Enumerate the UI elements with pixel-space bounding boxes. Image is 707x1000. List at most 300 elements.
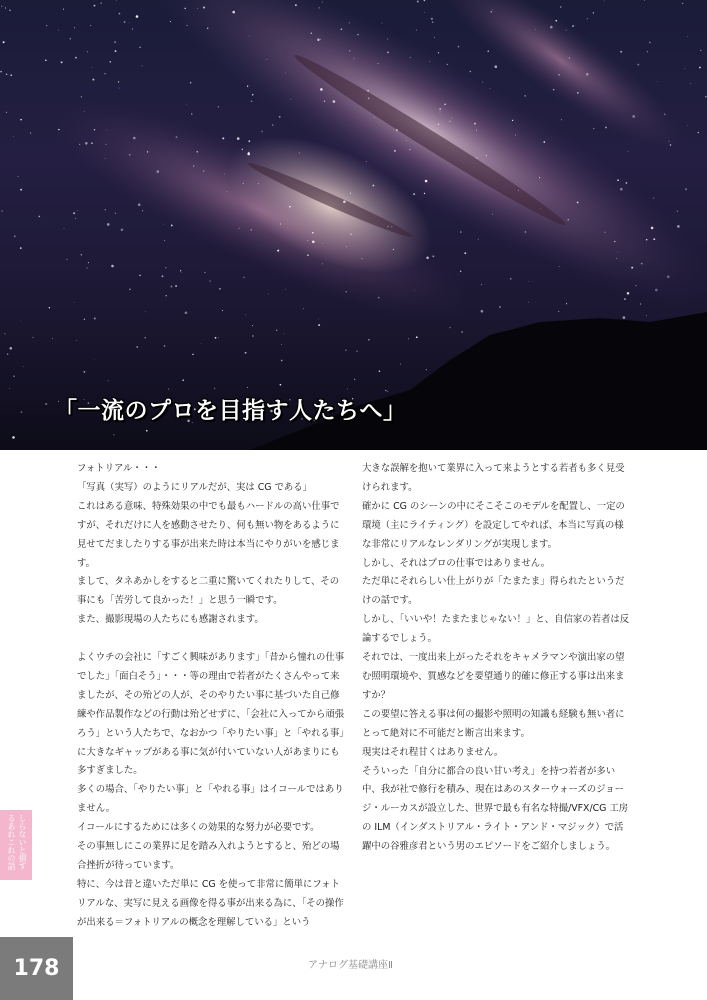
paragraph: しかし、「いいや！たまたまじゃない！」と、自信家の若者は反論するでしょう。 xyxy=(362,614,630,645)
star xyxy=(266,59,267,60)
star xyxy=(307,254,309,256)
star xyxy=(92,79,94,81)
section-side-tab: しらないと損するあれこれの話 xyxy=(0,810,32,880)
star xyxy=(203,170,204,171)
star xyxy=(181,272,182,273)
star xyxy=(20,119,22,121)
star xyxy=(136,346,138,348)
star xyxy=(129,288,131,290)
star xyxy=(38,216,40,218)
star xyxy=(32,337,33,338)
star xyxy=(461,331,462,332)
star xyxy=(682,3,683,4)
star xyxy=(124,21,126,23)
star xyxy=(387,52,389,54)
star xyxy=(4,333,5,334)
paragraph: 特に、今は昔と違いただ単に CG を使って非常に簡単にフォトリアルな、実写に見える画像を得る事が出来る為に、「その操作が出来る＝フォトリアルの概念を理解している」という xyxy=(77,878,344,928)
star xyxy=(9,388,10,389)
star xyxy=(94,129,95,130)
star xyxy=(440,112,441,113)
star xyxy=(157,170,160,173)
star xyxy=(449,327,451,329)
star xyxy=(464,252,466,254)
paragraph: ただ単にそれらしい仕上がりが「たまたま」得られたというだけの話です。 xyxy=(362,576,625,607)
star xyxy=(687,36,688,37)
star xyxy=(222,310,223,311)
star xyxy=(555,20,557,22)
star xyxy=(64,228,65,229)
star xyxy=(685,188,687,190)
star xyxy=(162,275,164,277)
star xyxy=(170,21,171,22)
star xyxy=(311,33,312,34)
star xyxy=(108,380,109,381)
night-sky-photo xyxy=(0,0,707,450)
star xyxy=(299,152,300,153)
paragraph: 大きな誤解を抱いて業界に入って来ようとする若者も多く見受けられます。 xyxy=(362,463,625,493)
star xyxy=(90,25,91,26)
star xyxy=(52,338,53,339)
star xyxy=(6,112,7,113)
star xyxy=(268,294,269,295)
star xyxy=(346,246,347,247)
star xyxy=(79,144,80,145)
star xyxy=(617,179,619,181)
star xyxy=(61,61,63,63)
star xyxy=(87,51,88,52)
star xyxy=(700,50,701,51)
star xyxy=(368,97,370,99)
star xyxy=(85,142,88,145)
star xyxy=(525,231,526,232)
star xyxy=(482,82,483,83)
star xyxy=(1,210,2,211)
star xyxy=(492,214,493,215)
star xyxy=(258,183,259,184)
star xyxy=(668,141,669,142)
star xyxy=(424,193,425,194)
star xyxy=(312,241,315,244)
star xyxy=(387,39,388,40)
star xyxy=(145,337,146,338)
star xyxy=(289,206,291,208)
star xyxy=(458,46,460,48)
star xyxy=(550,26,553,29)
page-title: 「一流のプロを目指す人たちへ」 xyxy=(54,398,407,424)
star xyxy=(186,104,187,105)
star xyxy=(620,51,622,53)
star xyxy=(393,249,394,250)
star xyxy=(281,344,282,345)
star xyxy=(488,51,489,52)
star xyxy=(6,74,7,75)
star xyxy=(391,226,392,227)
star xyxy=(470,71,471,72)
star xyxy=(232,11,235,14)
star xyxy=(252,325,253,326)
star xyxy=(7,353,9,355)
star xyxy=(12,436,15,439)
star xyxy=(245,314,246,315)
star xyxy=(434,37,435,38)
star xyxy=(677,225,680,228)
book-title-footer: アナログ基礎講座Ⅱ xyxy=(308,960,393,971)
star xyxy=(30,133,31,134)
star xyxy=(664,113,666,115)
star xyxy=(136,15,139,18)
star xyxy=(100,2,101,3)
star xyxy=(113,434,114,435)
star xyxy=(317,38,320,41)
star xyxy=(165,267,166,268)
star xyxy=(290,99,291,100)
star xyxy=(684,68,685,69)
star xyxy=(272,124,274,126)
star xyxy=(251,100,253,102)
star xyxy=(182,379,184,381)
star xyxy=(106,130,107,131)
star xyxy=(14,235,16,237)
star xyxy=(320,39,321,40)
star xyxy=(243,183,244,184)
star xyxy=(357,34,358,35)
star xyxy=(637,64,639,66)
star xyxy=(349,22,350,23)
star xyxy=(285,289,286,290)
paragraph: イコールにするためには多くの効果的な努力が必要です。 xyxy=(77,822,320,834)
star xyxy=(476,158,477,159)
star xyxy=(46,25,47,26)
star xyxy=(572,25,574,27)
star xyxy=(190,82,192,84)
star xyxy=(75,57,77,59)
star xyxy=(13,136,14,137)
star xyxy=(449,121,450,122)
star xyxy=(577,201,579,203)
star xyxy=(281,360,283,362)
star xyxy=(687,125,688,126)
star xyxy=(410,57,411,58)
star xyxy=(252,335,253,336)
star xyxy=(614,241,615,242)
star xyxy=(13,375,15,377)
star xyxy=(414,290,415,291)
star xyxy=(222,137,224,139)
star xyxy=(192,354,193,355)
star xyxy=(164,240,165,241)
star xyxy=(219,288,221,290)
star xyxy=(651,227,654,230)
star xyxy=(168,389,169,390)
star xyxy=(409,149,410,150)
star xyxy=(524,95,525,96)
star xyxy=(280,223,281,224)
star xyxy=(94,359,95,360)
star xyxy=(624,298,626,300)
star xyxy=(558,74,559,75)
star xyxy=(632,115,635,118)
star xyxy=(566,30,567,31)
star xyxy=(176,136,178,138)
star xyxy=(539,177,540,178)
star xyxy=(518,190,519,191)
star xyxy=(394,150,396,152)
star xyxy=(350,192,351,193)
star xyxy=(528,302,529,303)
star xyxy=(406,140,407,141)
milky-way-image xyxy=(0,0,707,450)
star xyxy=(20,247,22,249)
star xyxy=(319,7,320,8)
star xyxy=(341,258,342,259)
star xyxy=(84,319,85,320)
star xyxy=(276,330,277,331)
star xyxy=(133,137,136,140)
star xyxy=(432,21,434,23)
star xyxy=(431,18,433,20)
star xyxy=(73,212,75,214)
star xyxy=(121,229,124,232)
star xyxy=(277,250,279,252)
star xyxy=(248,140,250,142)
star xyxy=(438,123,440,125)
star xyxy=(106,144,107,145)
star xyxy=(10,347,13,350)
star xyxy=(247,86,248,87)
star xyxy=(45,59,47,61)
star xyxy=(499,306,501,308)
star xyxy=(110,61,112,63)
paragraph: これはある意味、特殊効果の中でも最もハードルの高い仕事ですが、それだけに人を感動させたり、何も無い物をあるように見せてだましたりする事が出来た時は本当にやりがいを感じます。 xyxy=(77,500,340,569)
star xyxy=(372,185,374,187)
star xyxy=(193,165,194,166)
star xyxy=(510,278,512,280)
star xyxy=(250,229,252,231)
star xyxy=(23,366,24,367)
star xyxy=(322,2,323,3)
star xyxy=(345,349,346,350)
star xyxy=(540,209,541,210)
star xyxy=(698,132,700,134)
star xyxy=(657,81,658,82)
star xyxy=(593,128,594,129)
star xyxy=(627,292,630,295)
star xyxy=(587,18,588,19)
star xyxy=(460,231,462,233)
star xyxy=(279,116,281,118)
star xyxy=(492,9,493,10)
star xyxy=(141,65,142,66)
star xyxy=(94,5,96,7)
star xyxy=(490,11,492,13)
star xyxy=(452,118,453,119)
star xyxy=(9,10,10,11)
star xyxy=(569,57,570,58)
star xyxy=(175,285,177,287)
star xyxy=(605,232,606,233)
star xyxy=(347,389,348,390)
star xyxy=(187,25,188,26)
star xyxy=(142,210,143,211)
star xyxy=(425,180,428,183)
star xyxy=(163,224,164,225)
star xyxy=(367,90,369,92)
star xyxy=(209,280,211,282)
star xyxy=(447,64,448,65)
star xyxy=(438,52,439,53)
star xyxy=(377,63,378,64)
star xyxy=(249,36,250,37)
star xyxy=(387,226,389,228)
star xyxy=(242,149,243,150)
star xyxy=(74,27,75,28)
star xyxy=(512,120,513,121)
star xyxy=(261,131,262,132)
star xyxy=(10,74,12,76)
star xyxy=(92,67,93,68)
star xyxy=(626,182,628,184)
star xyxy=(245,352,247,354)
star xyxy=(368,339,370,341)
star xyxy=(81,96,82,97)
star xyxy=(170,286,172,288)
star xyxy=(374,117,375,118)
paragraph: 「写真（実写）のようにリアルだが、実は CG である」 xyxy=(77,481,313,493)
star xyxy=(574,25,575,26)
star xyxy=(560,6,561,7)
star xyxy=(84,371,86,373)
star xyxy=(322,243,323,244)
star xyxy=(20,189,22,191)
star xyxy=(333,100,336,103)
paragraph: まして、タネあかしをすると二重に驚いてくれたりして、その事にも「苦労して良かった！」と思う一瞬です。 xyxy=(77,576,340,607)
paragraph: 多くの場合、「やりたい事」と「やれる事」はイコールではありません。 xyxy=(77,784,344,815)
paragraph: この要望に答える事は何の撮影や照明の知識も経験も無い者にとって絶対に不可能だと断言出来ます。 xyxy=(362,708,625,739)
star xyxy=(481,310,484,313)
star xyxy=(649,42,651,44)
star xyxy=(280,384,282,386)
star xyxy=(114,41,116,43)
star xyxy=(203,7,205,9)
star xyxy=(623,316,626,319)
star xyxy=(646,315,647,316)
star xyxy=(378,297,380,299)
star xyxy=(353,58,354,59)
star xyxy=(646,239,647,240)
star xyxy=(528,281,529,282)
star xyxy=(424,0,426,1)
star xyxy=(417,1,419,3)
star xyxy=(3,41,5,43)
star xyxy=(204,272,205,273)
star xyxy=(77,210,78,211)
star xyxy=(670,144,671,145)
star xyxy=(655,289,658,292)
right-text-column xyxy=(362,460,632,857)
star xyxy=(535,29,536,30)
star xyxy=(74,302,75,303)
star xyxy=(303,308,304,309)
star xyxy=(416,30,417,31)
star xyxy=(214,388,216,390)
star xyxy=(641,263,643,265)
star xyxy=(341,28,343,30)
star xyxy=(105,158,106,159)
star xyxy=(324,101,325,102)
star xyxy=(207,28,209,30)
star xyxy=(432,255,434,257)
star xyxy=(88,262,89,263)
star xyxy=(444,104,446,106)
left-text-column xyxy=(77,460,347,933)
star xyxy=(635,285,636,286)
star xyxy=(104,73,105,74)
star xyxy=(705,96,706,97)
star xyxy=(105,209,106,210)
star xyxy=(252,94,254,96)
star xyxy=(237,137,240,140)
star xyxy=(197,8,198,9)
star xyxy=(553,89,555,91)
star xyxy=(515,134,516,135)
star xyxy=(1,6,2,7)
paragraph: しかし、それはプロの仕事ではありません。 xyxy=(362,557,551,569)
star xyxy=(699,67,701,69)
star xyxy=(116,0,117,1)
star xyxy=(139,47,140,48)
star xyxy=(115,213,116,214)
star xyxy=(49,307,50,308)
page-number: 178 xyxy=(0,937,73,1000)
paragraph: フォトリアル・・・ xyxy=(77,463,161,474)
star xyxy=(191,113,192,114)
star xyxy=(215,337,217,339)
paragraph: それでは、一度出来上がったそれをキャメラマンや演出家の望む照明環境や、質感などを要望通り的確に修正する事は出来ますか？ xyxy=(362,652,625,701)
star xyxy=(91,142,93,144)
star xyxy=(424,12,425,13)
star xyxy=(224,174,225,175)
star xyxy=(559,266,560,267)
star xyxy=(396,129,398,131)
star xyxy=(382,23,383,24)
star xyxy=(20,321,21,322)
star xyxy=(460,271,462,273)
star xyxy=(115,50,117,52)
star xyxy=(631,267,633,269)
star xyxy=(361,258,362,259)
star xyxy=(285,73,286,74)
star xyxy=(118,81,119,82)
star xyxy=(593,12,594,13)
star xyxy=(119,88,120,89)
star xyxy=(366,161,367,162)
star xyxy=(184,8,186,10)
star xyxy=(94,318,96,320)
paragraph: 確かに CG のシーンの中にそこそこのモデルを配置し、一定の環境（主にライティング）を設定してやれば、本当に写真の様な非常にリアルなレンダリングが実現します。 xyxy=(362,500,625,550)
star xyxy=(577,92,579,94)
star xyxy=(350,233,352,235)
star xyxy=(653,197,654,198)
star xyxy=(566,303,567,304)
star xyxy=(76,340,77,341)
star xyxy=(426,257,429,260)
star xyxy=(0,71,2,73)
star xyxy=(653,238,655,240)
star xyxy=(354,379,355,380)
star xyxy=(84,111,85,112)
paragraph: そういった「自分に都合の良い甘い考え」を持つ若者が多い中、我が社で修行を積み、現在はあのスターウォーズのジョージ・ルーカスが設立した、世界で最も有名な特撮/VFX/CG 工房の ILM（インダストリアル・ライト・アンド・マジック）で活躍中の谷雅彦君という男のエピソードをご紹介しましょう。 xyxy=(362,765,629,853)
star xyxy=(295,4,297,6)
